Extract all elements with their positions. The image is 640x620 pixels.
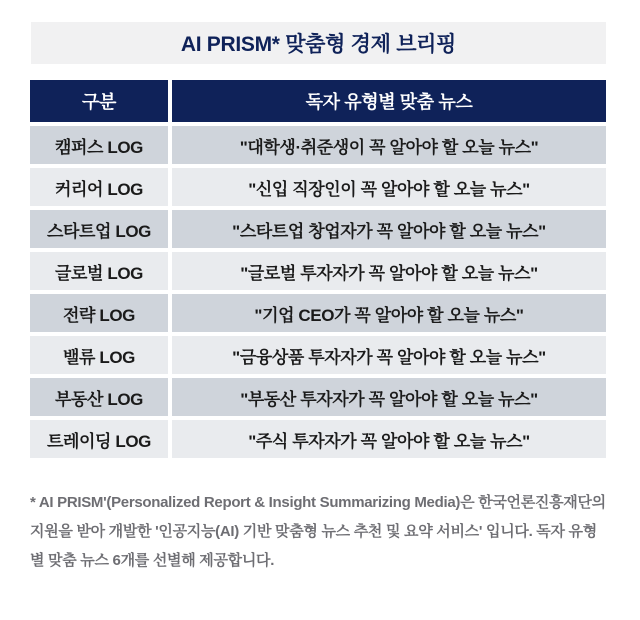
category-cell: 글로벌 LOG bbox=[30, 252, 168, 290]
news-cell: "글로벌 투자자가 꼭 알아야 할 오늘 뉴스" bbox=[172, 252, 606, 290]
news-cell: "스타트업 창업자가 꼭 알아야 할 오늘 뉴스" bbox=[172, 210, 606, 248]
category-cell: 트레이딩 LOG bbox=[30, 420, 168, 458]
table-row bbox=[30, 252, 606, 290]
news-cell: "주식 투자자가 꼭 알아야 할 오늘 뉴스" bbox=[172, 420, 606, 458]
briefing-table bbox=[30, 80, 606, 458]
table-row bbox=[30, 210, 606, 248]
page-title-text: AI PRISM* 맞춤형 경제 브리핑 bbox=[180, 33, 457, 56]
category-cell: 전략 LOG bbox=[30, 294, 168, 332]
table-body bbox=[30, 126, 606, 458]
category-cell: 캠퍼스 LOG bbox=[30, 126, 168, 164]
table-row bbox=[30, 126, 606, 164]
category-cell: 스타트업 LOG bbox=[30, 210, 168, 248]
column-header-category: 구분 bbox=[30, 80, 168, 122]
news-cell: "부동산 투자자가 꼭 알아야 할 오늘 뉴스" bbox=[172, 378, 606, 416]
news-cell: "금융상품 투자자가 꼭 알아야 할 오늘 뉴스" bbox=[172, 336, 606, 374]
category-cell: 커리어 LOG bbox=[30, 168, 168, 206]
news-cell: "기업 CEO가 꼭 알아야 할 오늘 뉴스" bbox=[172, 294, 606, 332]
table-header bbox=[30, 80, 606, 122]
page-title bbox=[31, 22, 606, 64]
footnote: * AI PRISM'(Personalized Report & Insight Summarizing Media)은 한국언론진흥재단의 지원을 받아 개발한 '인공지능(AI) 기반 맞춤형 뉴스 추천 및 요약 서비스' 입니다. 독자 유형별 맞춤 뉴스 6개를 선별해 제공합니다. bbox=[30, 494, 606, 569]
news-cell: "대학생·취준생이 꼭 알아야 할 오늘 뉴스" bbox=[172, 126, 606, 164]
table-header-row bbox=[30, 80, 606, 122]
news-cell: "신입 직장인이 꼭 알아야 할 오늘 뉴스" bbox=[172, 168, 606, 206]
table-row bbox=[30, 294, 606, 332]
table-row bbox=[30, 336, 606, 374]
column-header-news: 독자 유형별 맞춤 뉴스 bbox=[172, 80, 606, 122]
category-cell: 부동산 LOG bbox=[30, 378, 168, 416]
category-cell: 밸류 LOG bbox=[30, 336, 168, 374]
table-row bbox=[30, 420, 606, 458]
table-row bbox=[30, 168, 606, 206]
table-row bbox=[30, 378, 606, 416]
